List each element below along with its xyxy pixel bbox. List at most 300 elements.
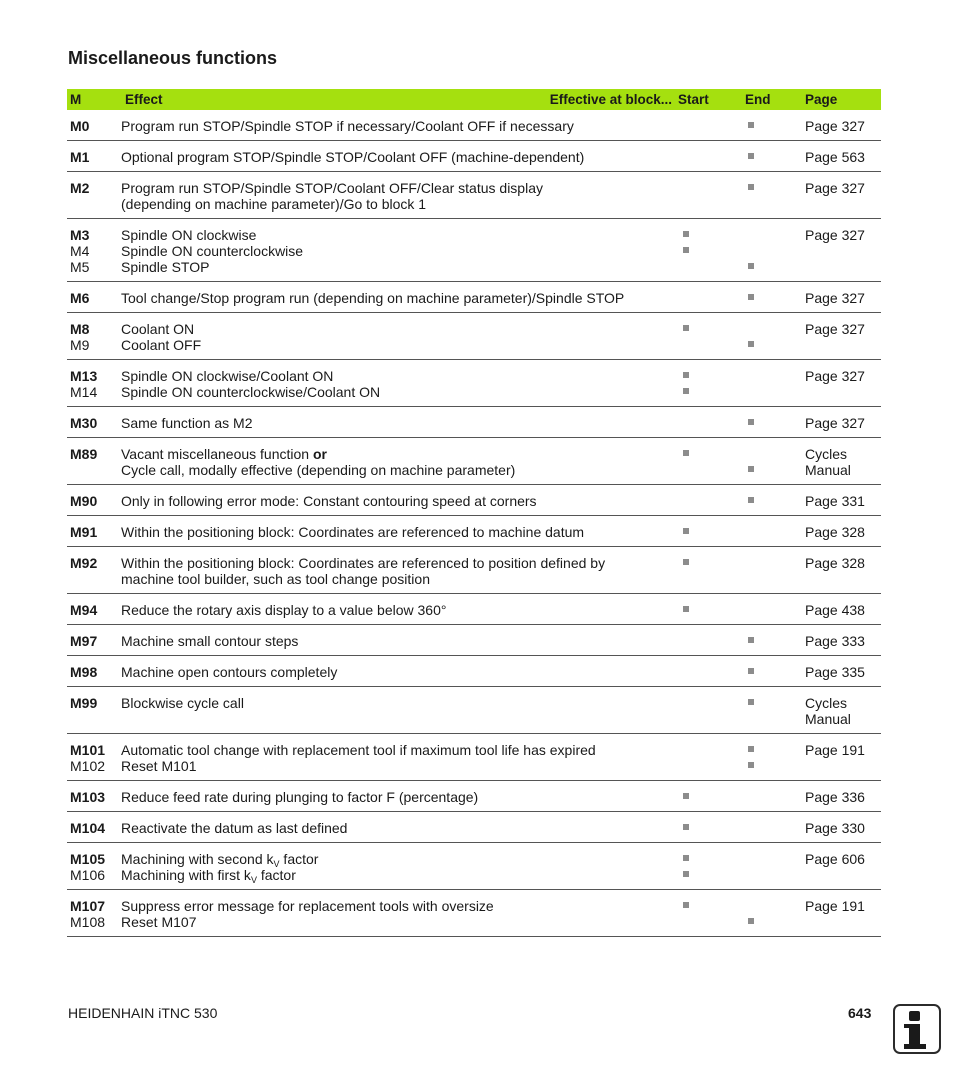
- page-reference: Page 327: [805, 321, 865, 337]
- m-code: M0: [70, 118, 90, 134]
- cell-effect: [121, 219, 678, 282]
- header-start: Start: [678, 89, 745, 110]
- page-reference: Page 331: [805, 493, 865, 509]
- effect-text-main: Reset M107: [121, 914, 197, 930]
- effect-text: [121, 321, 678, 337]
- page-reference: Page 328: [805, 555, 865, 571]
- info-icon-base: [904, 1044, 926, 1049]
- cell-end: [745, 781, 805, 812]
- table-header-row: [67, 89, 881, 110]
- cell-start: [678, 656, 745, 687]
- table-row: [67, 313, 881, 360]
- effect-text: [121, 695, 678, 711]
- cell-start: [678, 438, 745, 485]
- effect-text: [121, 493, 678, 509]
- cell-end: [745, 485, 805, 516]
- header-m: M: [67, 89, 121, 110]
- effect-text: [121, 384, 678, 400]
- cell-end: [745, 407, 805, 438]
- cell-start: [678, 110, 745, 141]
- cell-start: [678, 594, 745, 625]
- cell-end: [745, 625, 805, 656]
- cell-m-code: [67, 360, 121, 407]
- effect-text-main: Same function as M2: [121, 415, 253, 431]
- effect-text: [121, 243, 678, 259]
- cell-effect: [121, 516, 678, 547]
- page-reference: Page 327: [805, 180, 865, 196]
- effect-text-main: machine tool builder, such as tool change position: [121, 571, 430, 587]
- empty-marker: [747, 243, 805, 259]
- effect-text-main: Optional program STOP/Spindle STOP/Coolant OFF (machine-dependent): [121, 149, 585, 165]
- effect-text: [121, 789, 678, 805]
- m-code: M94: [70, 602, 98, 618]
- cell-page: [805, 812, 881, 843]
- empty-marker: [682, 742, 745, 758]
- page-reference: Page 327: [805, 290, 865, 306]
- m-code: M108: [70, 914, 106, 930]
- square-marker-icon: [747, 149, 805, 165]
- cell-page: [805, 219, 881, 282]
- page-reference: Page 327: [805, 227, 865, 243]
- empty-marker: [747, 446, 805, 462]
- cell-start: [678, 141, 745, 172]
- square-marker-icon: [747, 742, 805, 758]
- effect-text: [121, 368, 678, 384]
- table-row: [67, 594, 881, 625]
- cell-start: [678, 547, 745, 594]
- empty-marker: [747, 571, 805, 587]
- cell-page: [805, 282, 881, 313]
- effect-text: [121, 524, 678, 540]
- effect-text: [121, 290, 678, 306]
- page-reference: Page 327: [805, 368, 865, 384]
- table-row: [67, 360, 881, 407]
- effect-text-main: Spindle STOP: [121, 259, 210, 275]
- page-reference: Manual: [805, 711, 851, 727]
- effect-text: [121, 446, 678, 462]
- cell-start: [678, 687, 745, 734]
- table-row: [67, 656, 881, 687]
- page-reference: Cycles: [805, 695, 848, 711]
- effect-text-main: Program run STOP/Spindle STOP if necessary/Coolant OFF if necessary: [121, 118, 574, 134]
- cell-page: [805, 141, 881, 172]
- cell-end: [745, 656, 805, 687]
- table-row: [67, 438, 881, 485]
- cell-end: [745, 843, 805, 890]
- cell-m-code: [67, 141, 121, 172]
- m-code: M2: [70, 180, 90, 196]
- cell-page: [805, 625, 881, 656]
- cell-start: [678, 890, 745, 937]
- cell-page: [805, 594, 881, 625]
- square-marker-icon: [682, 602, 745, 618]
- square-marker-icon: [747, 180, 805, 196]
- effect-text-main: Machining with second k: [121, 851, 274, 867]
- square-marker-icon: [747, 462, 805, 478]
- empty-marker: [747, 867, 805, 883]
- cell-start: [678, 485, 745, 516]
- effect-text: [121, 914, 678, 930]
- square-marker-icon: [682, 384, 745, 400]
- square-marker-icon: [747, 664, 805, 680]
- cell-m-code: [67, 890, 121, 937]
- cell-end: [745, 547, 805, 594]
- page-reference: Page 335: [805, 664, 865, 680]
- page-reference: Manual: [805, 462, 851, 478]
- effect-text: [121, 867, 678, 883]
- cell-end: [745, 812, 805, 843]
- effect-text: [121, 898, 678, 914]
- empty-marker: [747, 789, 805, 805]
- table-row: [67, 485, 881, 516]
- square-marker-icon: [747, 758, 805, 774]
- effect-text-main: (depending on machine parameter)/Go to block 1: [121, 196, 427, 212]
- page-reference: Page 330: [805, 820, 865, 836]
- effect-text: [121, 571, 678, 587]
- cell-start: [678, 781, 745, 812]
- page-reference: Page 336: [805, 789, 865, 805]
- footer-page-number: 643: [848, 1005, 872, 1021]
- cell-m-code: [67, 110, 121, 141]
- empty-marker: [682, 664, 745, 680]
- empty-marker: [747, 851, 805, 867]
- square-marker-icon: [682, 898, 745, 914]
- page-reference: Page 327: [805, 415, 865, 431]
- effect-text: [121, 118, 678, 134]
- cell-m-code: [67, 843, 121, 890]
- square-marker-icon: [747, 337, 805, 353]
- effect-text-main: Coolant ON: [121, 321, 195, 337]
- square-marker-icon: [747, 290, 805, 306]
- cell-page: [805, 516, 881, 547]
- header-effect-label: Effect: [125, 91, 163, 107]
- table-row: [67, 781, 881, 812]
- m-code: M101: [70, 742, 106, 758]
- square-marker-icon: [682, 789, 745, 805]
- cell-end: [745, 313, 805, 360]
- cell-end: [745, 734, 805, 781]
- cell-m-code: [67, 687, 121, 734]
- cell-m-code: [67, 547, 121, 594]
- square-marker-icon: [747, 118, 805, 134]
- empty-marker: [682, 711, 745, 727]
- cell-end: [745, 282, 805, 313]
- effect-text-main: Spindle ON counterclockwise: [121, 243, 304, 259]
- effect-text: [121, 820, 678, 836]
- m-code: M102: [70, 758, 106, 774]
- cell-page: [805, 485, 881, 516]
- empty-marker: [682, 196, 745, 212]
- cell-page: [805, 890, 881, 937]
- m-code: M30: [70, 415, 98, 431]
- m-code: M8: [70, 321, 90, 337]
- empty-marker: [747, 321, 805, 337]
- page-reference: Page 563: [805, 149, 865, 165]
- cell-effect: [121, 625, 678, 656]
- empty-marker: [682, 259, 745, 275]
- effect-text-main: Suppress error message for replacement tools with oversize: [121, 898, 494, 914]
- cell-effect: [121, 687, 678, 734]
- page-reference: Cycles: [805, 446, 848, 462]
- cell-effect: [121, 110, 678, 141]
- cell-m-code: [67, 594, 121, 625]
- cell-effect: [121, 485, 678, 516]
- square-marker-icon: [747, 914, 805, 930]
- cell-end: [745, 687, 805, 734]
- m-code: M13: [70, 368, 98, 384]
- cell-page: [805, 687, 881, 734]
- empty-marker: [682, 149, 745, 165]
- empty-marker: [747, 227, 805, 243]
- effect-text: [121, 180, 678, 196]
- cell-start: [678, 219, 745, 282]
- info-icon-dot: [909, 1011, 920, 1021]
- effect-text: [121, 227, 678, 243]
- empty-marker: [747, 555, 805, 571]
- effect-text-main: Machine small contour steps: [121, 633, 299, 649]
- effect-text: [121, 851, 678, 867]
- cell-start: [678, 734, 745, 781]
- square-marker-icon: [682, 446, 745, 462]
- empty-marker: [682, 758, 745, 774]
- cell-start: [678, 625, 745, 656]
- effect-text-main: Within the positioning block: Coordinates are referenced to position defined by: [121, 555, 606, 571]
- effect-text: [121, 462, 678, 478]
- m-code: M97: [70, 633, 98, 649]
- cell-end: [745, 516, 805, 547]
- m-code: M105: [70, 851, 106, 867]
- cell-start: [678, 172, 745, 219]
- effect-subscript: V: [273, 859, 280, 869]
- cell-page: [805, 734, 881, 781]
- square-marker-icon: [682, 524, 745, 540]
- cell-start: [678, 407, 745, 438]
- cell-effect: [121, 890, 678, 937]
- page-reference: Page 606: [805, 851, 865, 867]
- effect-text: [121, 259, 678, 275]
- cell-effect: [121, 407, 678, 438]
- m-code: M106: [70, 867, 106, 883]
- m-code: M99: [70, 695, 98, 711]
- empty-marker: [682, 633, 745, 649]
- cell-effect: [121, 656, 678, 687]
- m-code: M4: [70, 243, 90, 259]
- empty-marker: [682, 695, 745, 711]
- cell-page: [805, 313, 881, 360]
- header-page: Page: [805, 89, 881, 110]
- empty-marker: [747, 524, 805, 540]
- empty-marker: [747, 368, 805, 384]
- table-row: [67, 734, 881, 781]
- table-row: [67, 282, 881, 313]
- empty-marker: [682, 337, 745, 353]
- m-code: M107: [70, 898, 106, 914]
- misc-functions-table: [67, 89, 881, 937]
- header-end: End: [745, 89, 805, 110]
- m-code: M1: [70, 149, 90, 165]
- effect-text-main: Reset M101: [121, 758, 197, 774]
- table-row: [67, 812, 881, 843]
- cell-end: [745, 438, 805, 485]
- effect-text-main: Spindle ON clockwise/Coolant ON: [121, 368, 334, 384]
- effect-text-main: Reactivate the datum as last defined: [121, 820, 348, 836]
- cell-m-code: [67, 313, 121, 360]
- table-row: [67, 110, 881, 141]
- cell-effect: [121, 360, 678, 407]
- cell-end: [745, 110, 805, 141]
- effect-text-main: Reduce the rotary axis display to a value below 360°: [121, 602, 447, 618]
- square-marker-icon: [682, 820, 745, 836]
- cell-end: [745, 594, 805, 625]
- m-code: M91: [70, 524, 98, 540]
- cell-effect: [121, 781, 678, 812]
- table-row: [67, 407, 881, 438]
- m-code: M104: [70, 820, 106, 836]
- cell-page: [805, 843, 881, 890]
- cell-effect: [121, 547, 678, 594]
- empty-marker: [682, 118, 745, 134]
- table-row: [67, 172, 881, 219]
- table-row: [67, 219, 881, 282]
- effect-text-main: Cycle call, modally effective (depending on machine parameter): [121, 462, 516, 478]
- info-icon: [893, 1004, 941, 1054]
- table-row: [67, 890, 881, 937]
- cell-end: [745, 141, 805, 172]
- effect-text: [121, 555, 678, 571]
- effect-text-main: Tool change/Stop program run (depending on machine parameter)/Spindle STOP: [121, 290, 625, 306]
- page-reference: Page 327: [805, 118, 865, 134]
- effect-text-main: Within the positioning block: Coordinates are referenced to machine datum: [121, 524, 585, 540]
- effect-text-main: Vacant miscellaneous function: [121, 446, 310, 462]
- cell-effect: [121, 812, 678, 843]
- m-code: M103: [70, 789, 106, 805]
- effect-text: [121, 742, 678, 758]
- cell-m-code: [67, 438, 121, 485]
- m-code: M92: [70, 555, 98, 571]
- effect-text: [121, 664, 678, 680]
- cell-start: [678, 516, 745, 547]
- cell-m-code: [67, 172, 121, 219]
- table-row: [67, 516, 881, 547]
- cell-m-code: [67, 219, 121, 282]
- cell-effect: [121, 843, 678, 890]
- square-marker-icon: [747, 415, 805, 431]
- cell-page: [805, 781, 881, 812]
- cell-start: [678, 843, 745, 890]
- effect-text: [121, 196, 678, 212]
- m-code: M90: [70, 493, 98, 509]
- effect-text-main: Spindle ON clockwise: [121, 227, 257, 243]
- footer-product: HEIDENHAIN iTNC 530: [68, 1005, 218, 1021]
- m-code: M3: [70, 227, 90, 243]
- cell-m-code: [67, 407, 121, 438]
- m-code: M9: [70, 337, 90, 353]
- cell-m-code: [67, 516, 121, 547]
- square-marker-icon: [747, 493, 805, 509]
- cell-effect: [121, 282, 678, 313]
- empty-marker: [747, 602, 805, 618]
- cell-m-code: [67, 656, 121, 687]
- cell-m-code: [67, 781, 121, 812]
- table-body: [67, 110, 881, 937]
- square-marker-icon: [682, 227, 745, 243]
- page-reference: Page 191: [805, 898, 865, 914]
- cell-page: [805, 407, 881, 438]
- effect-text-main: Reduce feed rate during plunging to factor F (percentage): [121, 789, 479, 805]
- empty-marker: [682, 415, 745, 431]
- empty-marker: [682, 462, 745, 478]
- square-marker-icon: [682, 321, 745, 337]
- cell-start: [678, 812, 745, 843]
- cell-page: [805, 360, 881, 407]
- cell-page: [805, 547, 881, 594]
- cell-m-code: [67, 625, 121, 656]
- effect-text-main: Only in following error mode: Constant contouring speed at corners: [121, 493, 537, 509]
- table-row: [67, 141, 881, 172]
- effect-text-after-sub: factor: [256, 867, 296, 883]
- cell-start: [678, 313, 745, 360]
- effect-text: [121, 415, 678, 431]
- page-reference: Page 328: [805, 524, 865, 540]
- square-marker-icon: [682, 368, 745, 384]
- square-marker-icon: [747, 633, 805, 649]
- table-row: [67, 547, 881, 594]
- page-title: Miscellaneous functions: [68, 48, 278, 68]
- cell-m-code: [67, 812, 121, 843]
- cell-m-code: [67, 734, 121, 781]
- cell-m-code: [67, 282, 121, 313]
- cell-end: [745, 172, 805, 219]
- empty-marker: [747, 898, 805, 914]
- cell-page: [805, 656, 881, 687]
- empty-marker: [747, 384, 805, 400]
- square-marker-icon: [682, 243, 745, 259]
- m-code: M6: [70, 290, 90, 306]
- empty-marker: [747, 711, 805, 727]
- info-icon-cap: [904, 1024, 912, 1028]
- effect-text-after-sub: factor: [279, 851, 319, 867]
- empty-marker: [747, 820, 805, 836]
- cell-start: [678, 282, 745, 313]
- effect-text: [121, 633, 678, 649]
- cell-page: [805, 438, 881, 485]
- page-reference: Page 438: [805, 602, 865, 618]
- square-marker-icon: [747, 259, 805, 275]
- square-marker-icon: [682, 867, 745, 883]
- cell-start: [678, 360, 745, 407]
- empty-marker: [682, 180, 745, 196]
- cell-effect: [121, 141, 678, 172]
- cell-effect: [121, 172, 678, 219]
- cell-m-code: [67, 485, 121, 516]
- cell-end: [745, 219, 805, 282]
- header-effect: [121, 89, 678, 110]
- cell-effect: [121, 734, 678, 781]
- page-reference: Page 333: [805, 633, 865, 649]
- effect-subscript: V: [250, 875, 257, 885]
- effect-bold-suffix: or: [312, 446, 327, 462]
- table-row: [67, 687, 881, 734]
- effect-text-main: Machine open contours completely: [121, 664, 338, 680]
- page-reference: Page 191: [805, 742, 865, 758]
- effect-text-main: Coolant OFF: [121, 337, 202, 353]
- effect-text: [121, 602, 678, 618]
- effect-text: [121, 758, 678, 774]
- m-code: M89: [70, 446, 98, 462]
- square-marker-icon: [682, 555, 745, 571]
- cell-page: [805, 110, 881, 141]
- empty-marker: [682, 493, 745, 509]
